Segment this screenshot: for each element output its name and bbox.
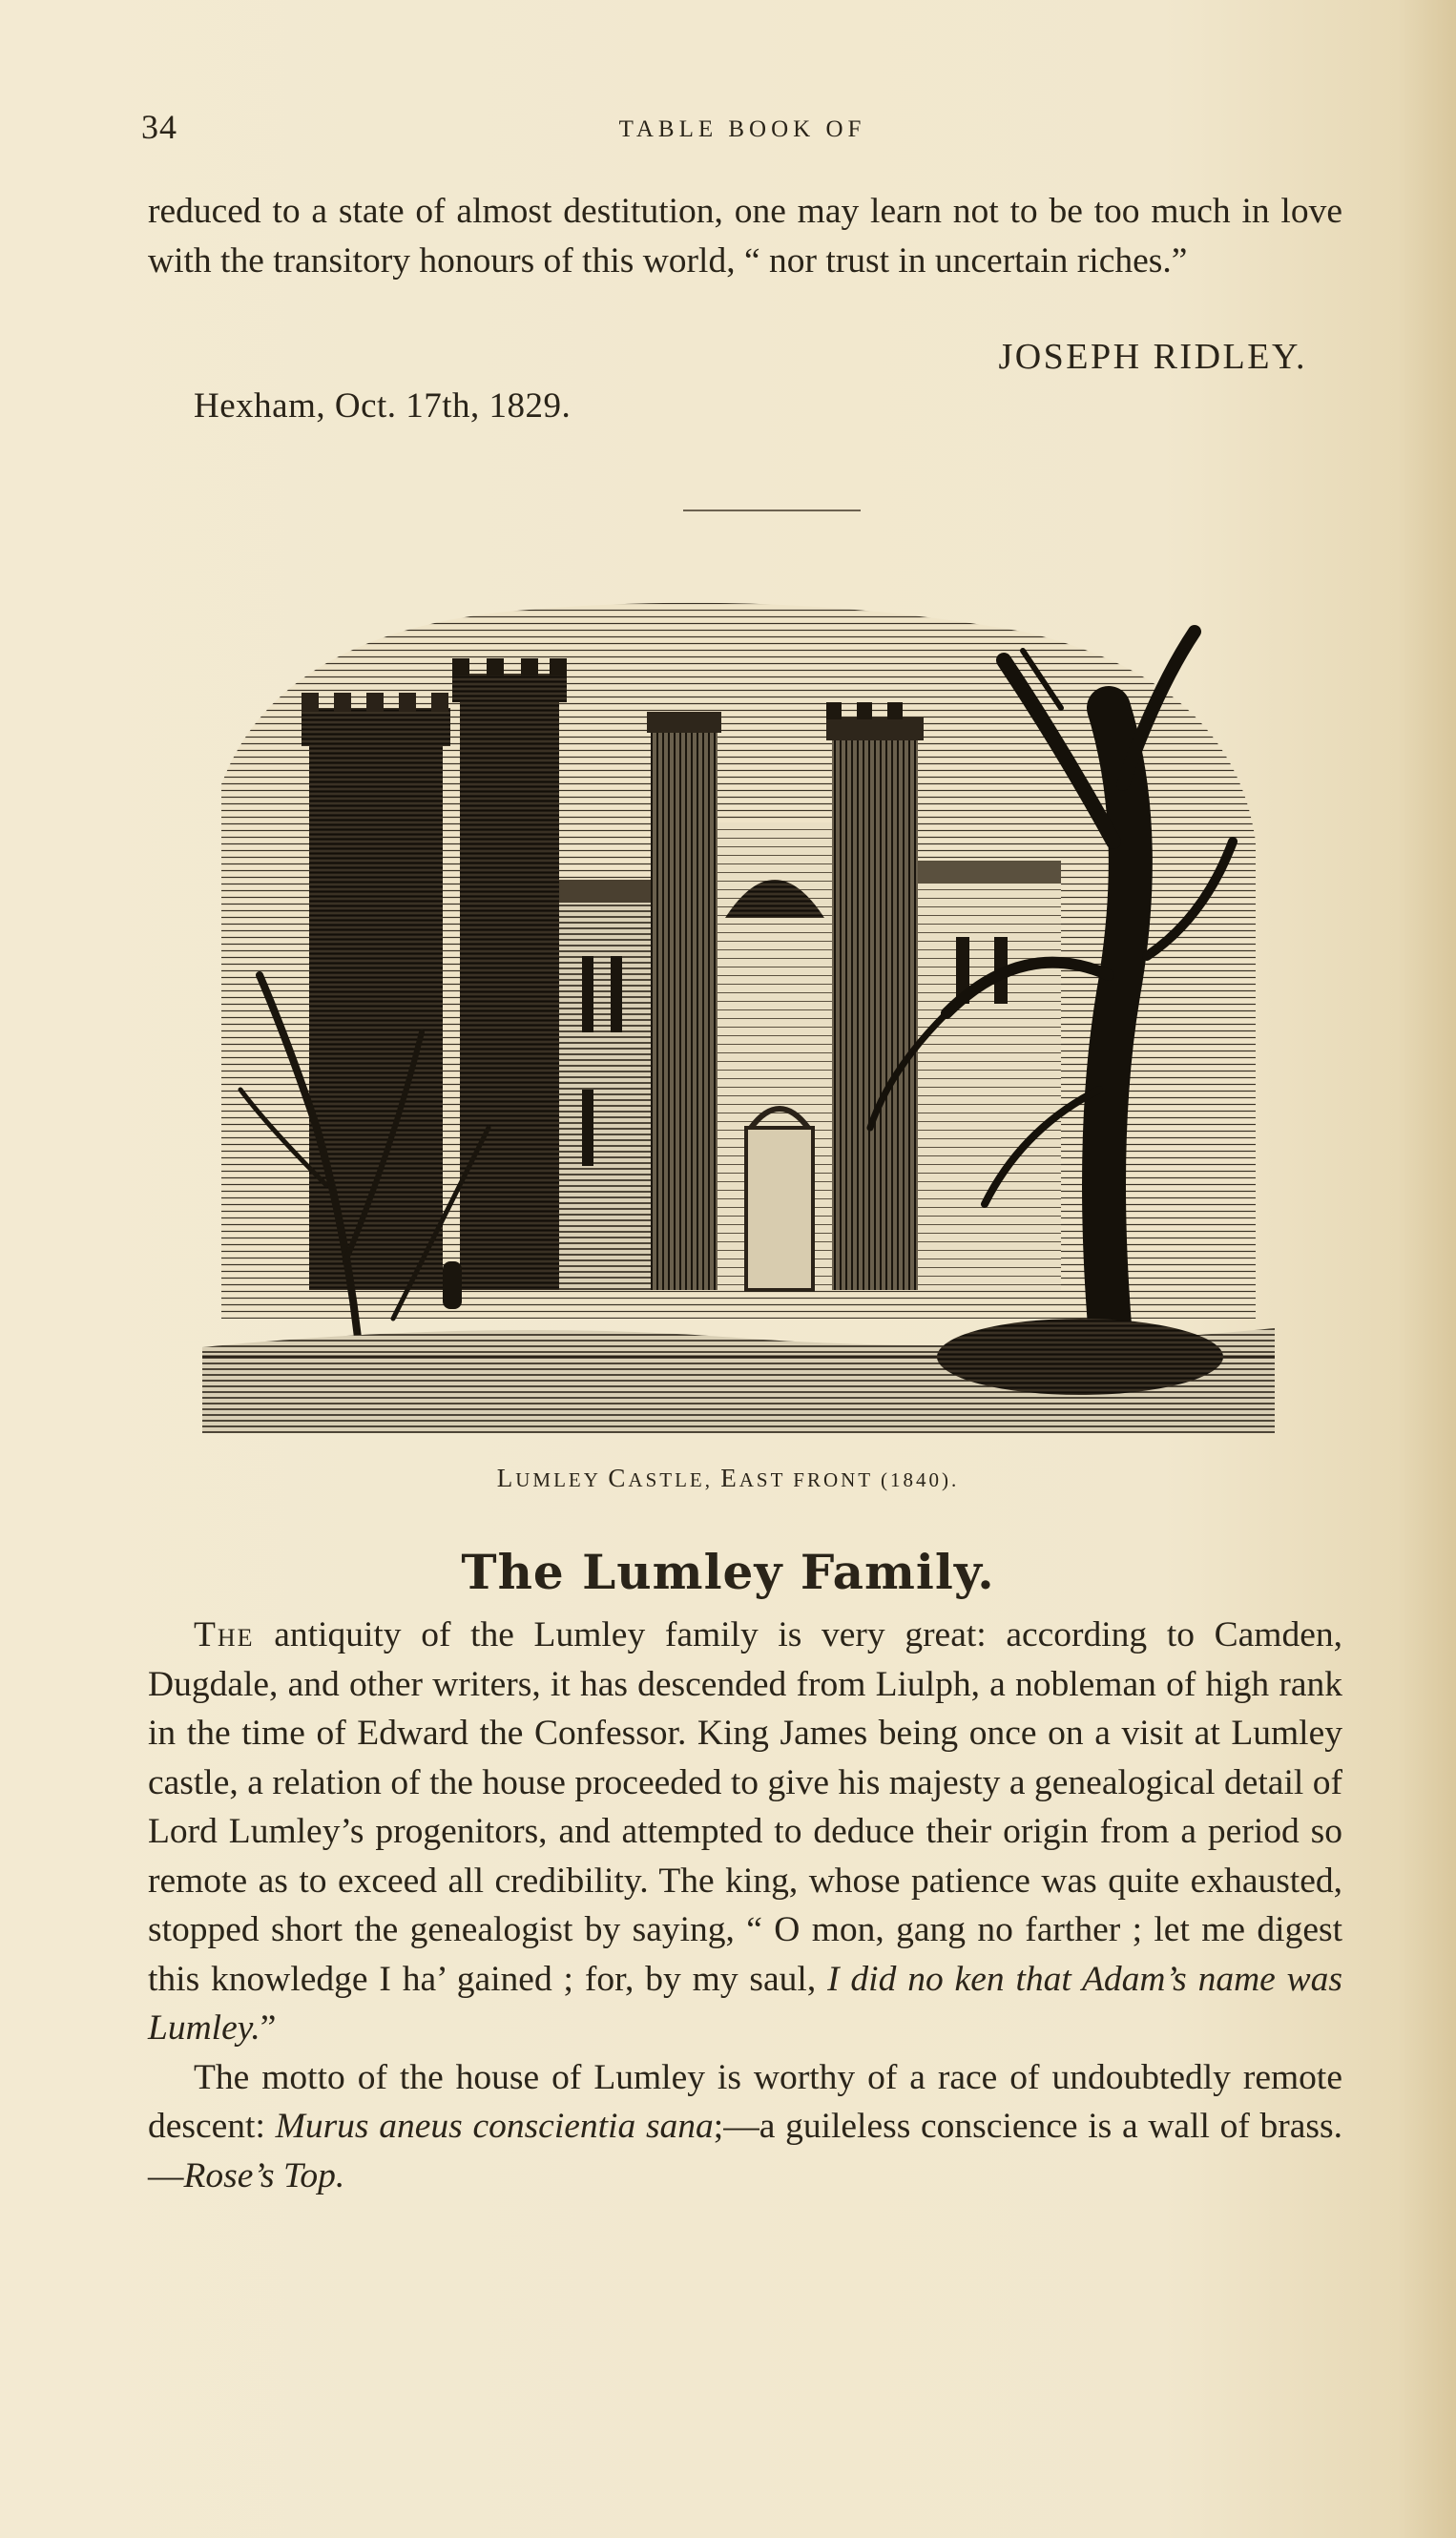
continuation-paragraph bbox=[148, 187, 1342, 285]
paragraph-2-text: The motto of the house of Lumley is worthy of a race of undoubtedly remote descent: bbox=[148, 2057, 1342, 2146]
paragraph-2-text-2: ;—a guileless conscience is a wall of brass.— bbox=[148, 2107, 1342, 2195]
paragraph-1-lead: The bbox=[194, 1615, 255, 1654]
caption-initial-l: L bbox=[496, 1464, 516, 1492]
running-head bbox=[141, 107, 1343, 155]
castle-engraving bbox=[202, 593, 1275, 1433]
caption-initial-e: E bbox=[720, 1464, 739, 1492]
running-title: TABLE BOOK OF bbox=[618, 116, 866, 142]
dateline: Hexham, Oct. 17th, 1829. bbox=[194, 386, 572, 426]
caption-word-3: AST FRONT (1840). bbox=[738, 1468, 960, 1491]
caption-initial-c: C bbox=[608, 1464, 629, 1492]
caption-word-2: ASTLE bbox=[628, 1468, 705, 1491]
paragraph-2 bbox=[148, 2053, 1342, 2201]
page-number: 34 bbox=[141, 108, 177, 146]
section-heading: The Lumley Family. bbox=[461, 1544, 995, 1600]
source-citation: Rose’s Top. bbox=[183, 2155, 345, 2195]
caption-word-1: UMLEY bbox=[515, 1468, 601, 1491]
figure bbox=[443, 1261, 462, 1309]
illustration-caption: LUMLEY CASTLE, EAST FRONT (1840). bbox=[496, 1464, 960, 1492]
section-body bbox=[148, 1611, 1342, 2200]
paragraph-1-text: antiquity of the Lumley family is very great: according to Camden, Dugdale, and other writers, it has descended from Liulph, a nobleman of high rank in the time of Edward the Confessor. King James being once on a visit at Lumley castle, a relation of the house proceeded to give his majesty a genealogical detail of Lord Lumley’s progenitors, and attempted to deduce their origin from a period so remote as to exceed all credibility. The king, whose patience was quite exhausted, stopped short the genealogist by saying, “ O mon, gang no farther ; let me digest this knowledge I ha’ gained ; for, by my saul, bbox=[148, 1615, 1342, 1999]
paragraph-1-quote: I did no ken that Adam’s name was Lumley. bbox=[148, 1959, 1343, 2048]
paragraph-1-end: ” bbox=[260, 2008, 277, 2048]
continuation-text: reduced to a state of almost destitution, one may learn not to be too much in love with the transitory honours of this world, “ nor trust in uncertain riches.” bbox=[148, 192, 1342, 281]
section-divider bbox=[683, 510, 861, 511]
signature: JOSEPH RIDLEY. bbox=[998, 337, 1307, 377]
motto: Murus aneus conscientia sana bbox=[275, 2107, 714, 2146]
paragraph-1 bbox=[148, 1611, 1342, 2053]
